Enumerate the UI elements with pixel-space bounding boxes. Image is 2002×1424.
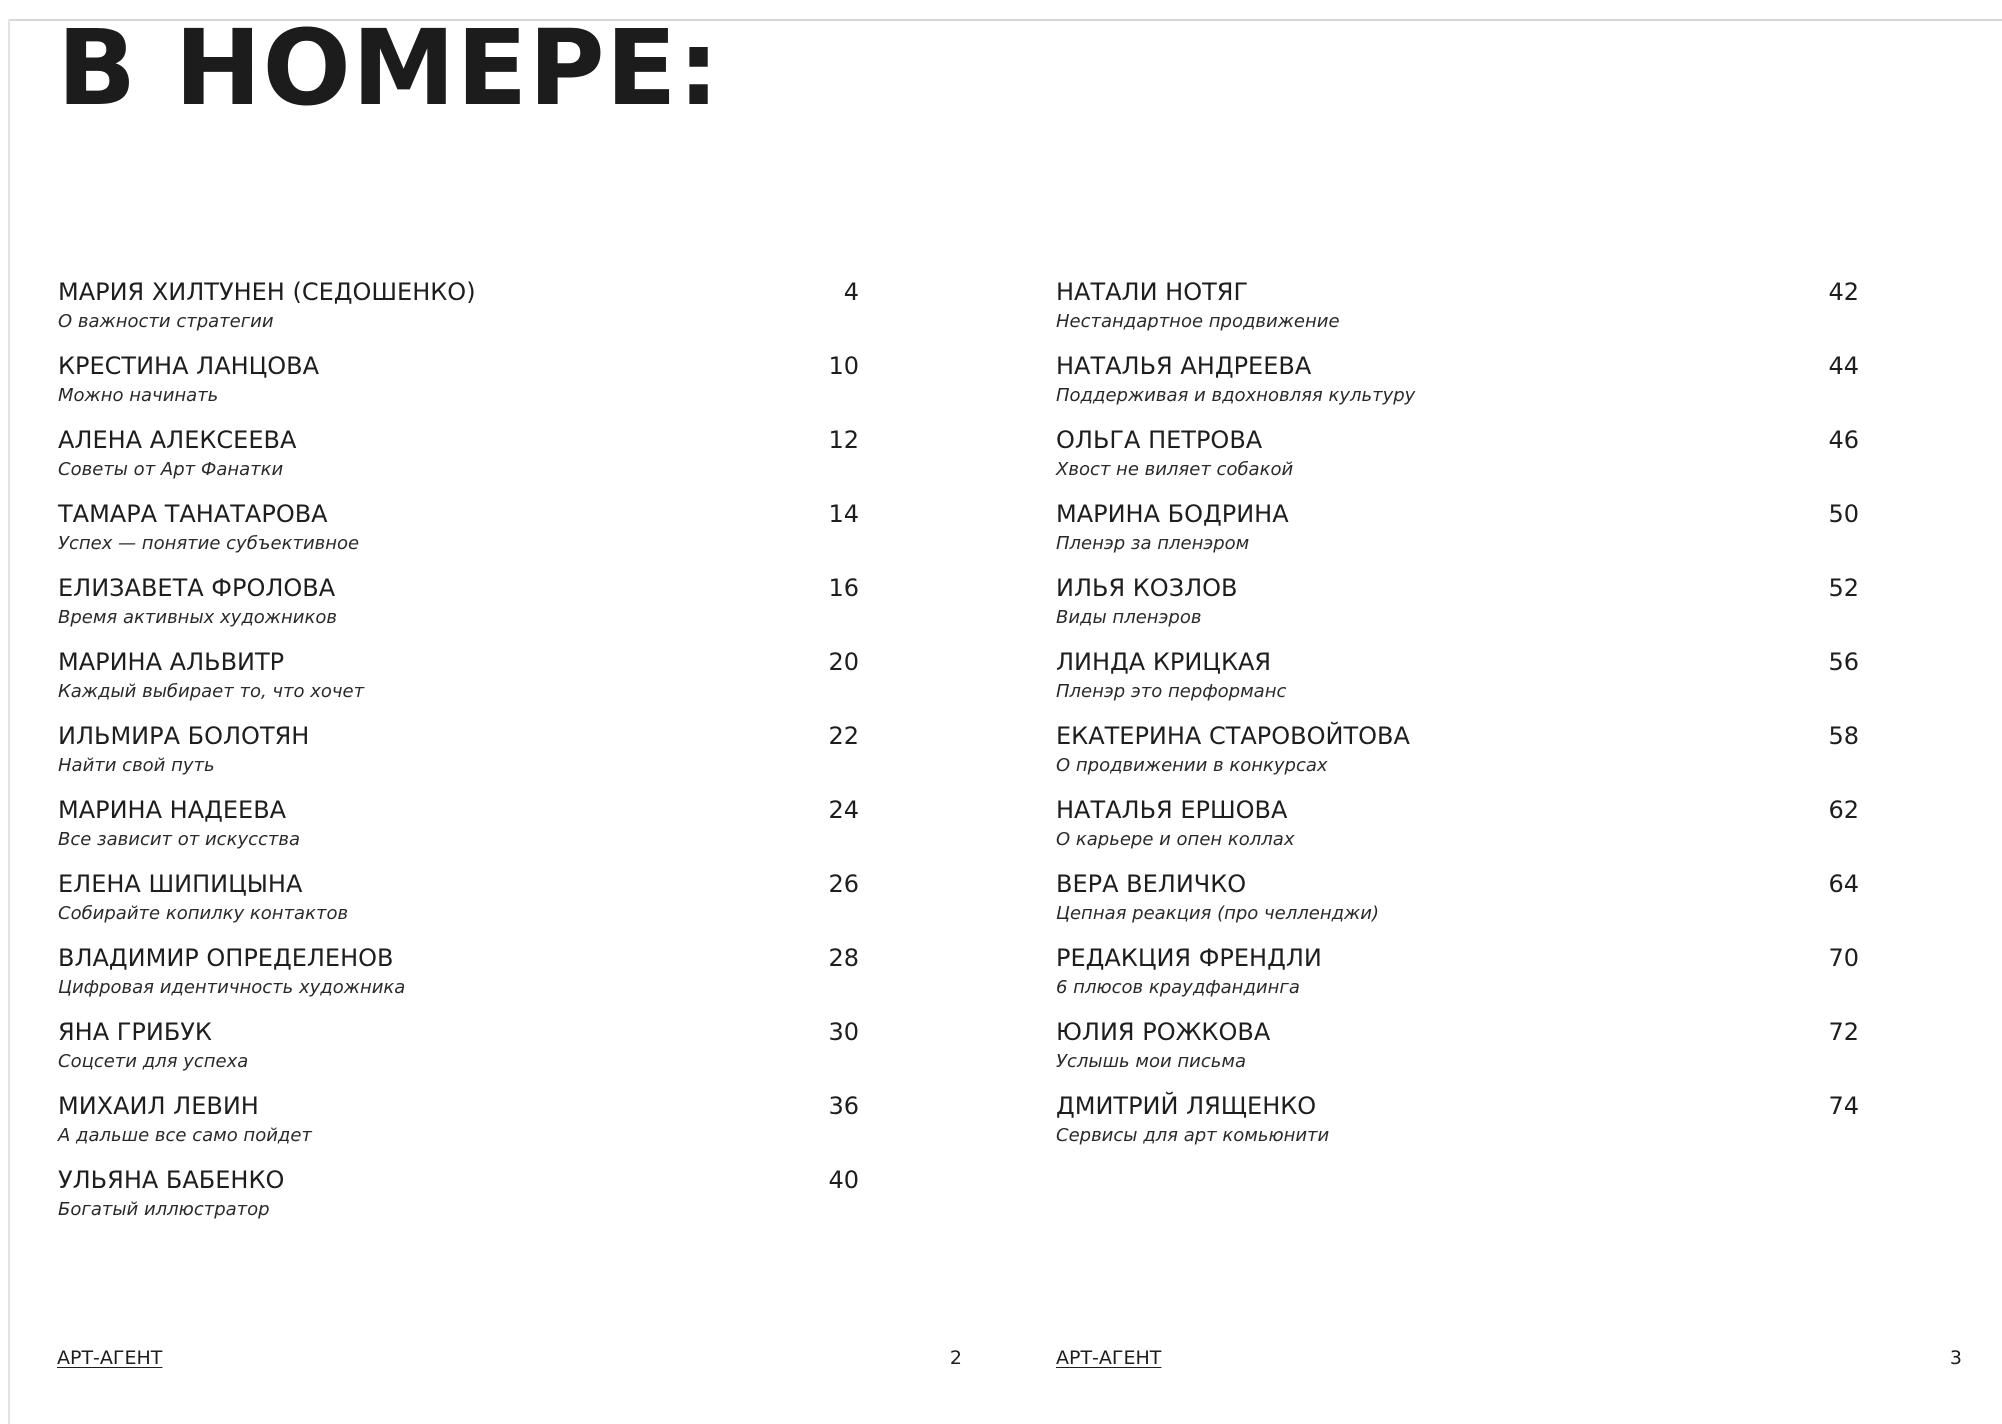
toc-entry[interactable]: [1056, 1012, 1859, 1086]
toc-entry[interactable]: [1056, 568, 1859, 642]
toc-entry-subtitle: Можно начинать: [58, 385, 219, 406]
toc-entry[interactable]: [1056, 642, 1859, 716]
toc-entry-author: НАТАЛИ НОТЯГ: [1056, 278, 1249, 306]
toc-entry-subtitle: Нестандартное продвижение: [1056, 311, 1340, 332]
toc-entry-author: АЛЕНА АЛЕКСЕЕВА: [58, 426, 297, 454]
toc-entry-subtitle: Виды пленэров: [1056, 607, 1202, 628]
toc-entry-subtitle: О важности стратегии: [58, 311, 274, 332]
toc-entry-author: РЕДАКЦИЯ ФРЕНДЛИ: [1056, 944, 1322, 972]
toc-entry[interactable]: [58, 642, 859, 716]
toc-entry[interactable]: [1056, 494, 1859, 568]
toc-entry[interactable]: [58, 420, 859, 494]
toc-entry-author: ЛИНДА КРИЦКАЯ: [1056, 648, 1272, 676]
footer-page-number-right: 3: [1949, 1347, 1962, 1369]
footer-page-number-left: 2: [949, 1347, 962, 1369]
toc-entry-subtitle: А дальше все само пойдет: [58, 1125, 312, 1146]
toc-left-column: [58, 272, 859, 1234]
toc-entry-subtitle: Хвост не виляет собакой: [1056, 459, 1294, 480]
toc-entry-author: МАРИНА НАДЕЕВА: [58, 796, 287, 824]
toc-entry-subtitle: Каждый выбирает то, что хочет: [58, 681, 365, 702]
toc-entry-subtitle: Найти свой путь: [58, 755, 215, 776]
toc-entry-author: ВЕРА ВЕЛИЧКО: [1056, 870, 1247, 898]
toc-entry-subtitle: Соцсети для успеха: [58, 1051, 249, 1072]
toc-entry-author: КРЕСТИНА ЛАНЦОВА: [58, 352, 320, 380]
toc-entry-subtitle: Советы от Арт Фанатки: [58, 459, 284, 480]
toc-entry-page-number: 42: [1828, 278, 1859, 306]
toc-entry-page-number: 36: [828, 1092, 859, 1120]
toc-entry-author: ЕЛИЗАВЕТА ФРОЛОВА: [58, 574, 336, 602]
toc-entry-page-number: 46: [1828, 426, 1859, 454]
toc-right-column: [1056, 272, 1859, 1160]
toc-entry-author: МАРИНА АЛЬВИТР: [58, 648, 285, 676]
toc-entry[interactable]: [58, 790, 859, 864]
toc-entry-page-number: 62: [1828, 796, 1859, 824]
toc-entry-subtitle: Цифровая идентичность художника: [58, 977, 406, 998]
toc-entry-subtitle: Пленэр за пленэром: [1056, 533, 1250, 554]
toc-entry-page-number: 58: [1828, 722, 1859, 750]
toc-entry[interactable]: [58, 938, 859, 1012]
toc-entry-author: ЮЛИЯ РОЖКОВА: [1056, 1018, 1271, 1046]
toc-entry-author: ЕЛЕНА ШИПИЦЫНА: [58, 870, 303, 898]
toc-entry[interactable]: [58, 1160, 859, 1234]
toc-entry-page-number: 28: [828, 944, 859, 972]
page-title: В НОМЕРЕ:: [57, 7, 721, 129]
toc-entry-page-number: 24: [828, 796, 859, 824]
toc-entry-author: ДМИТРИЙ ЛЯЩЕНКО: [1056, 1092, 1317, 1120]
toc-entry[interactable]: [58, 346, 859, 420]
toc-entry-subtitle: О продвижении в конкурсах: [1056, 755, 1328, 776]
toc-entry[interactable]: [1056, 346, 1859, 420]
toc-entry[interactable]: [1056, 1086, 1859, 1160]
toc-entry-subtitle: Время активных художников: [58, 607, 337, 628]
toc-entry-author: ОЛЬГА ПЕТРОВА: [1056, 426, 1263, 454]
toc-entry-author: ИЛЬМИРА БОЛОТЯН: [58, 722, 310, 750]
toc-entry-author: МАРИНА БОДРИНА: [1056, 500, 1289, 528]
toc-entry-author: ВЛАДИМИР ОПРЕДЕЛЕНОВ: [58, 944, 394, 972]
toc-entry-author: УЛЬЯНА БАБЕНКО: [58, 1166, 285, 1194]
toc-entry-page-number: 72: [1828, 1018, 1859, 1046]
toc-entry-page-number: 70: [1828, 944, 1859, 972]
toc-entry[interactable]: [1056, 420, 1859, 494]
toc-entry-page-number: 20: [828, 648, 859, 676]
toc-entry-subtitle: Богатый иллюстратор: [58, 1199, 270, 1220]
toc-entry-author: ИЛЬЯ КОЗЛОВ: [1056, 574, 1238, 602]
toc-entry[interactable]: [1056, 716, 1859, 790]
toc-entry-author: НАТАЛЬЯ АНДРЕЕВА: [1056, 352, 1312, 380]
toc-entry-page-number: 12: [828, 426, 859, 454]
toc-entry[interactable]: [1056, 938, 1859, 1012]
toc-entry-page-number: 14: [828, 500, 859, 528]
toc-entry-subtitle: Сервисы для арт комьюнити: [1056, 1125, 1330, 1146]
toc-entry-subtitle: Пленэр это перформанс: [1056, 681, 1287, 702]
toc-entry-page-number: 64: [1828, 870, 1859, 898]
toc-entry-subtitle: Услышь мои письма: [1056, 1051, 1246, 1072]
page-left-border: [8, 19, 10, 1424]
toc-entry-subtitle: Успех — понятие субъективное: [58, 533, 360, 554]
toc-entry[interactable]: [1056, 790, 1859, 864]
toc-entry-author: ЯНА ГРИБУК: [58, 1018, 212, 1046]
toc-entry-page-number: 22: [828, 722, 859, 750]
toc-entry[interactable]: [58, 272, 859, 346]
toc-entry-page-number: 50: [1828, 500, 1859, 528]
toc-entry[interactable]: [58, 494, 859, 568]
toc-entry-page-number: 26: [828, 870, 859, 898]
toc-entry-author: НАТАЛЬЯ ЕРШОВА: [1056, 796, 1288, 824]
toc-entry-page-number: 56: [1828, 648, 1859, 676]
toc-entry-subtitle: О карьере и опен коллах: [1056, 829, 1295, 850]
toc-entry[interactable]: [1056, 272, 1859, 346]
toc-entry-page-number: 40: [828, 1166, 859, 1194]
toc-entry[interactable]: [1056, 864, 1859, 938]
toc-entry-page-number: 52: [1828, 574, 1859, 602]
toc-entry-subtitle: Все зависит от искусства: [58, 829, 301, 850]
toc-entry[interactable]: [58, 864, 859, 938]
toc-entry-author: МИХАИЛ ЛЕВИН: [58, 1092, 259, 1120]
toc-entry-author: ТАМАРА ТАНАТАРОВА: [58, 500, 328, 528]
toc-entry-page-number: 30: [828, 1018, 859, 1046]
toc-entry-subtitle: Цепная реакция (про челленджи): [1056, 903, 1379, 924]
toc-entry[interactable]: [58, 568, 859, 642]
toc-entry[interactable]: [58, 716, 859, 790]
toc-entry-subtitle: Собирайте копилку контактов: [58, 903, 349, 924]
toc-entry-page-number: 44: [1828, 352, 1859, 380]
toc-entry-subtitle: 6 плюсов краудфандинга: [1056, 977, 1300, 998]
toc-entry-author: ЕКАТЕРИНА СТАРОВОЙТОВА: [1056, 722, 1410, 750]
toc-entry-page-number: 10: [828, 352, 859, 380]
toc-entry[interactable]: [58, 1012, 859, 1086]
footer-brand-link-left[interactable]: АРТ-АГЕНТ: [57, 1347, 163, 1369]
toc-entry-subtitle: Поддерживая и вдохновляя культуру: [1056, 385, 1416, 406]
footer-brand-link-right[interactable]: АРТ-АГЕНТ: [1056, 1347, 1162, 1369]
toc-entry-page-number: 74: [1828, 1092, 1859, 1120]
toc-entry-page-number: 4: [843, 278, 859, 306]
toc-entry-author: МАРИЯ ХИЛТУНЕН (СЕДОШЕНКО): [58, 278, 476, 306]
toc-entry-page-number: 16: [828, 574, 859, 602]
toc-entry[interactable]: [58, 1086, 859, 1160]
